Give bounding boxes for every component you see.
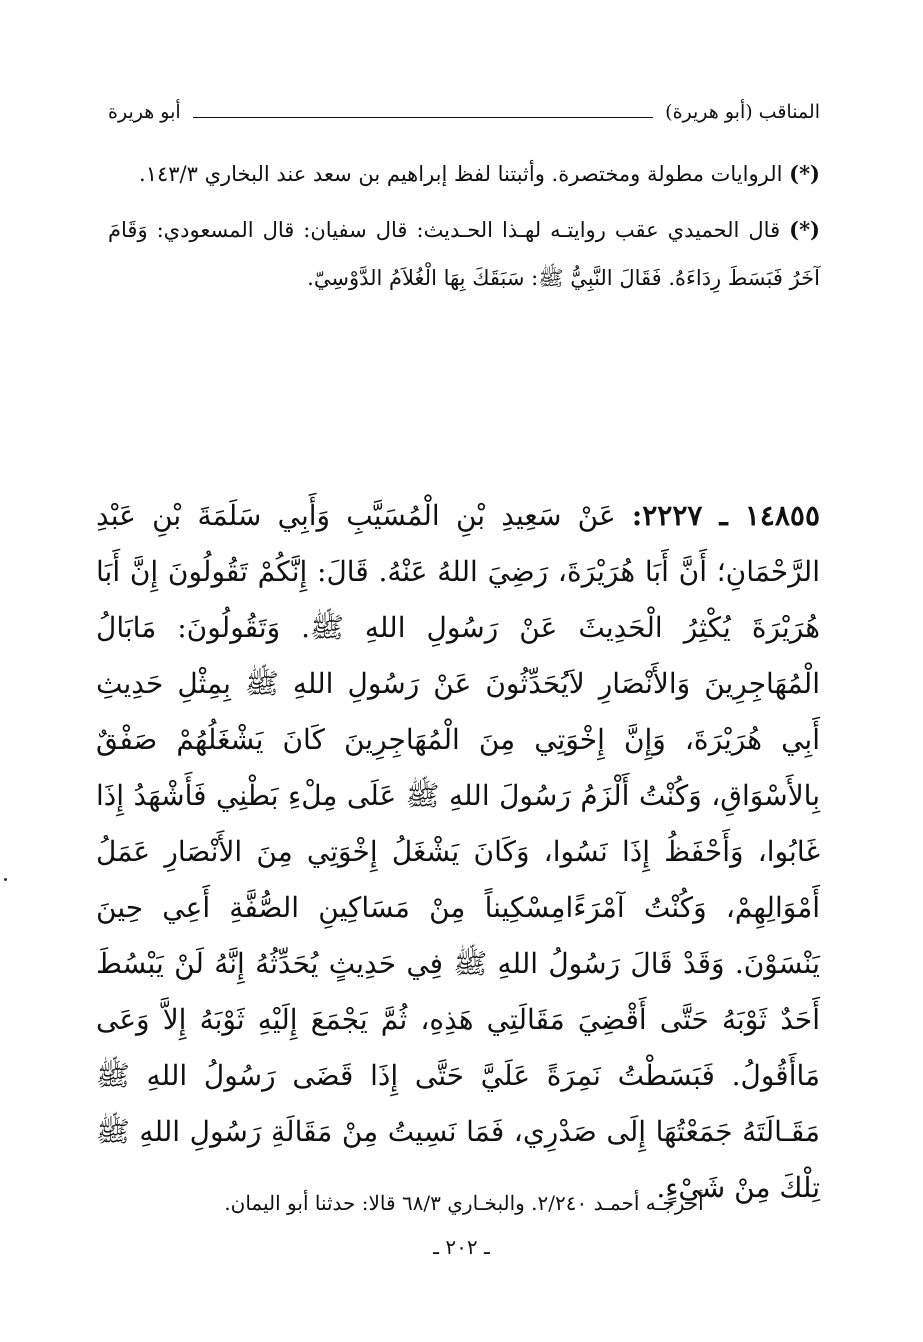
chapter-title: المناقب (أبو هريرة) <box>665 101 820 123</box>
hadith-text <box>96 488 820 1216</box>
hadith-body: عَنْ سَعِيدِ بْنِ الْمُسَيَّبِ وَأَبِي سَلَمَةَ بْنِ عَبْدِ الرَّحْمَانِ؛ أَنَّ أَبَا هُرَيْرَةَ، رَضِيَ اللهُ عَنْهُ. قَالَ: إِنَّكُمْ تَقُولُونَ إِنَّ أَبَا هُرَيْرَةَ يُكْثِرُ الْحَدِيثَ عَنْ رَسُولِ اللهِ ﷺ. وَتَقُولُونَ: مَابَالُ الْمُهَاجِرِينَ وَالأَنْصَارِ لاَيُحَدِّثُونَ عَنْ رَسُولِ اللهِ ﷺ بِمِثْلِ حَدِيثِ أَبِي هُرَيْرَةَ، وَإِنَّ إِخْوَتِي مِنَ الْمُهَاجِرِينَ كَانَ يَشْغَلُهُمْ صَفْقٌ بِالأَسْوَاقِ، وَكُنْتُ أَلْزَمُ رَسُولَ اللهِ ﷺ عَلَى مِلْءِ بَطْنِي فَأَشْهَدُ إِذَا غَابُوا، وَأَحْفَظُ إِذَا نَسُوا، وَكَانَ يَشْغَلُ إِخْوَتِي مِنَ الأَنْصَارِ عَمَلُ أَمْوَالِهِمْ، وَكُنْتُ آمْرَءًامِسْكِيناً مِنْ مَسَاكِينِ الصُّفَّةِ أَعِي حِينَ يَنْسَوْنَ. وَقَدْ قَالَ رَسُولُ اللهِ ﷺ فِي حَدِيثٍ يُحَدِّثُهُ إِنَّهُ لَنْ يَبْسُطَ أَحَدٌ ثَوْبَهُ حَتَّى أَقْضِيَ مَقَالَتِي هَذِهِ، ثُمَّ يَجْمَعَ إِلَيْهِ ثَوْبَهُ إِلاَّ وَعَى مَاأَقُولُ. فَبَسَطْتُ نَمِرَةً عَلَيَّ حَتَّى إِذَا قَضَى رَسُولُ اللهِ ﷺ مَقَـالَتَهُ جَمَعْتُهَا إِلَى صَدْرِي، فَمَا نَسِيتُ مِنْ مَقَالَةِ رَسُولِ اللهِ ﷺ تِلْكَ مِنْ شَيْءٍ. <box>96 499 820 1204</box>
source-footnote: أخرجـه أحمـد ٢/٢٤٠. والبخـاري ٦٨/٣ قالا: حدثنا أبو اليمان. <box>224 1191 704 1215</box>
scan-speck <box>4 878 7 881</box>
note-marker: (*) <box>789 217 820 242</box>
note-item <box>108 206 820 302</box>
editor-notes <box>108 150 820 310</box>
note-marker: (*) <box>789 161 820 186</box>
note-text: الروايات مطولة ومختصرة. وأثبتنا لفظ إبراهيم بن سعد عند البخاري ١٤٣/٣. <box>139 162 783 186</box>
header-rule <box>193 117 654 118</box>
running-header <box>108 92 820 132</box>
section-title: أبو هريرة <box>108 101 181 123</box>
note-text: قال الحميدي عقب روايتـه لهـذا الحـديث: قال سفيان: قال المسعودي: وَقَامَ آخَرُ فَبَسَطَ رِدَاءَهُ. فَقَالَ النَّبِيُّ ﷺ: سَبَقَكَ بِهَا الْغُلاَمُ الدَّوْسِيّ. <box>108 218 820 290</box>
note-item <box>108 150 820 198</box>
page-number: ـ ٢٠٢ ـ <box>433 1235 490 1259</box>
hadith-number: ١٤٨٥٥ ـ ٢٢٢٧: <box>631 499 821 532</box>
